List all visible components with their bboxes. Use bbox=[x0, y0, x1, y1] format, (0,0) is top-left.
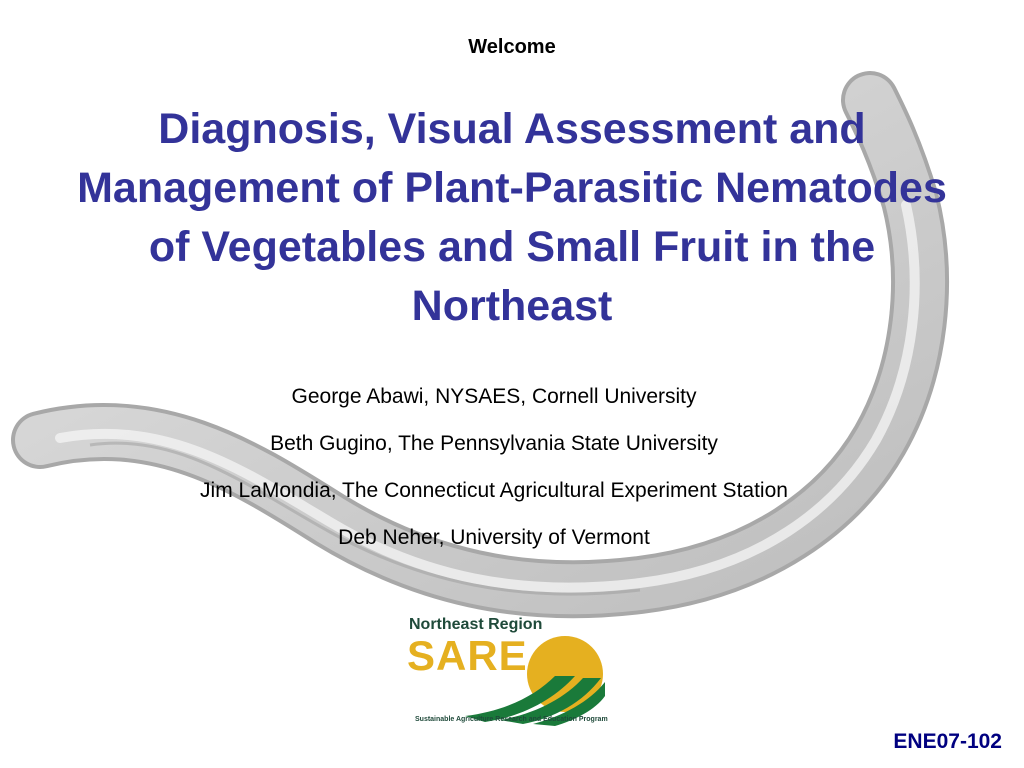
author-line: Jim LaMondia, The Connecticut Agricultural Experiment Station bbox=[200, 479, 788, 502]
logo-sare-text: SARE bbox=[407, 632, 528, 679]
welcome-heading: Welcome bbox=[468, 36, 556, 58]
author-line: Beth Gugino, The Pennsylvania State University bbox=[270, 432, 718, 455]
sare-logo bbox=[405, 616, 617, 728]
author-list bbox=[0, 380, 988, 568]
document-code: ENE07-102 bbox=[893, 730, 1002, 753]
author-line: George Abawi, NYSAES, Cornell University bbox=[291, 385, 697, 408]
logo-region-text: Northeast Region bbox=[409, 616, 543, 633]
author-line: Deb Neher, University of Vermont bbox=[338, 526, 650, 549]
slide-title: Diagnosis, Visual Assessment and Management of Plant-Parasitic Nematodes of Vegetables and Small Fruit in the Northeast bbox=[77, 105, 947, 330]
logo-program-text: Sustainable Agriculture Research and Education Program bbox=[415, 716, 608, 723]
